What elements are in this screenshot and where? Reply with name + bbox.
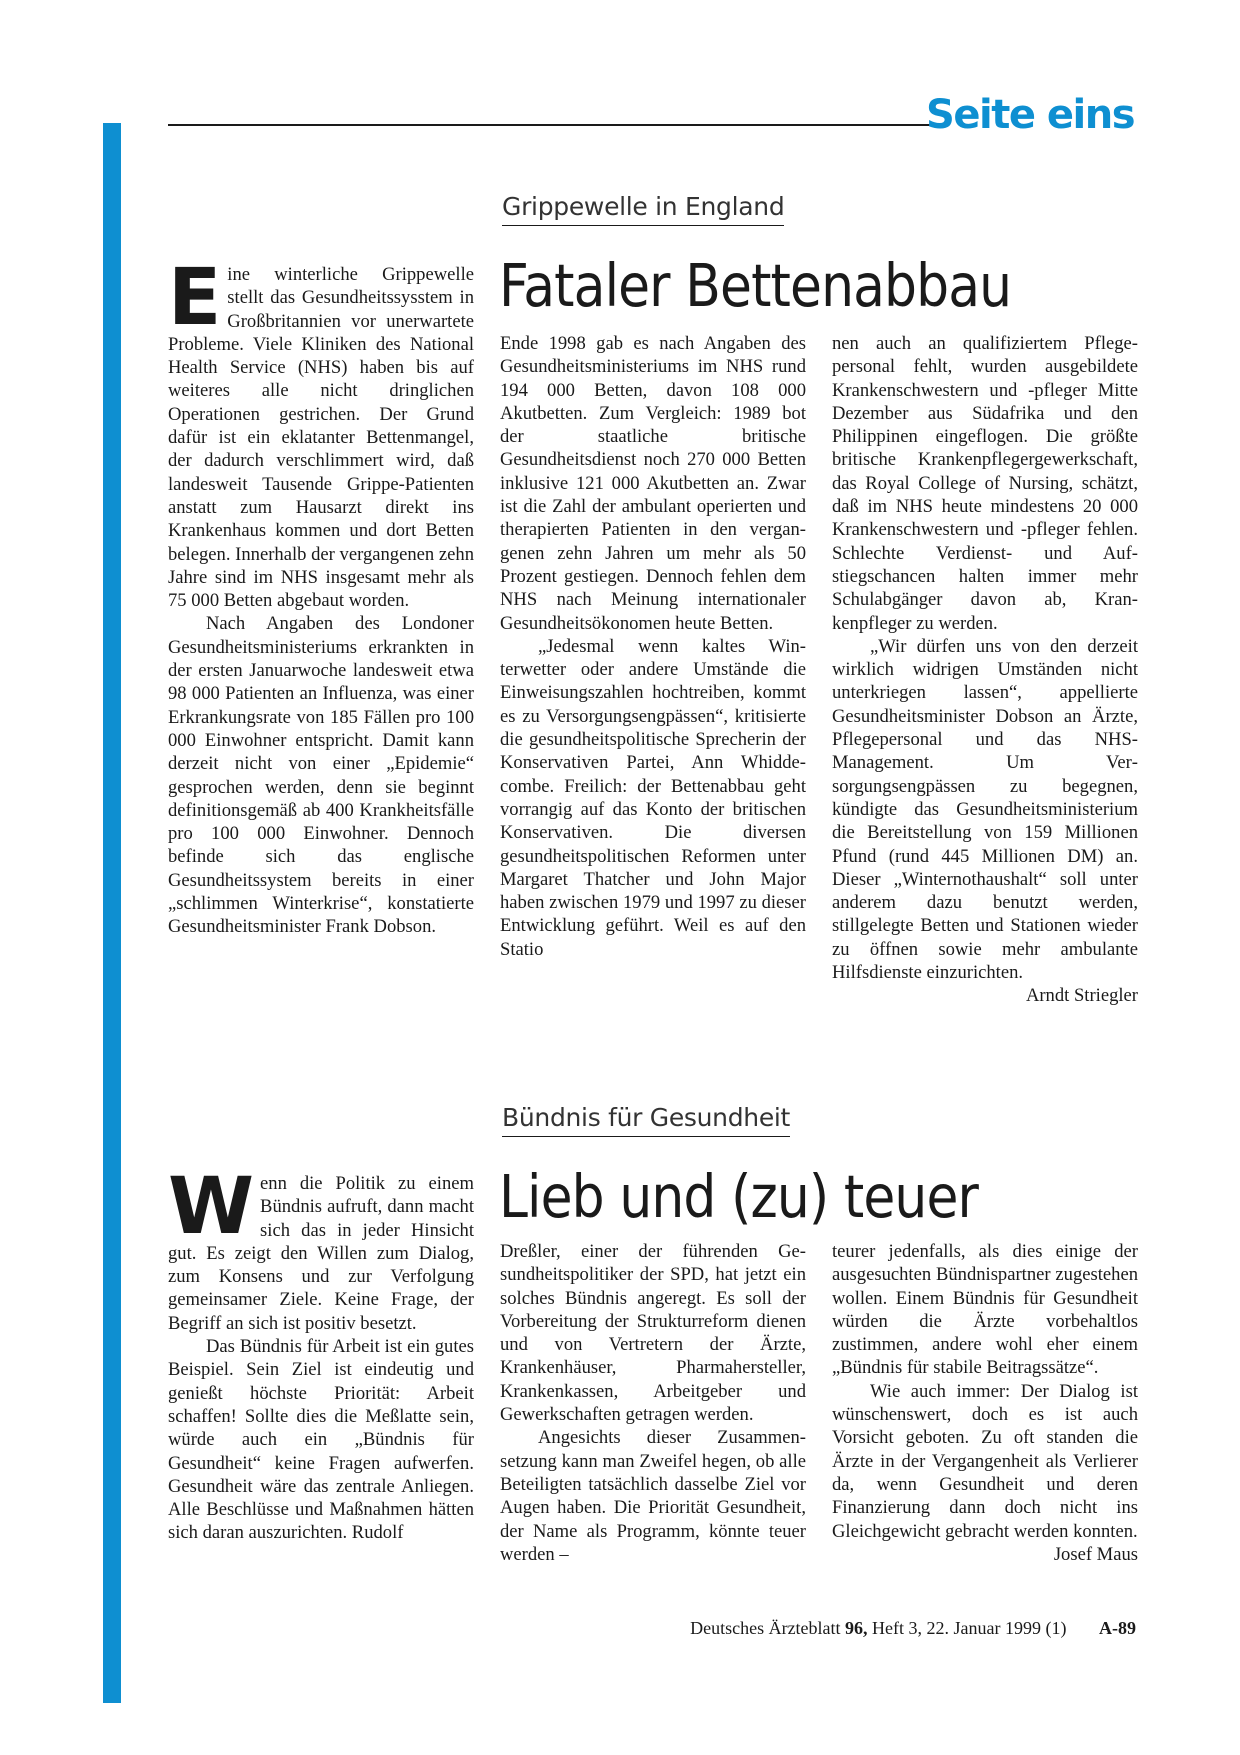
article1-col1-para-1	[168, 253, 474, 612]
article1-kicker: Grippewelle in England	[502, 192, 784, 226]
article1-col1-text-1: ine winterliche Grippewelle stellt das Gesundheitssysstem in Großbritannien vor unerwartete Probleme. Viele Kliniken des National Health Service (NHS) haben bis auf weiteres alle nicht dringlichen Operationen gestrichen. Der Grund dafür ist ein eklatanter Bettenmangel, der dadurch verschlimmert wird, daß landesweit Tausende Grippe-Patienten anstatt zum Hausarzt direkt ins Krankenhaus kommen und dort Betten belegen. Innerhalb der vergangenen zehn Jahre sind im NHS insgesamt mehr als 75 000 Betten abgebaut worden.	[168, 264, 474, 612]
footer-volume: 96,	[845, 1618, 868, 1638]
article1-col3-text-2: „Wir dürfen uns von den derzeit wirklich widrigen Umständen nicht unterkriegen lassen“, appellierte Gesundheitsminister Dobson an Ärzte, Pflegepersonal und das NHS-Management. Um Versorgungsengpässen zu begegnen, kündigte das Gesundheitsministerium die Bereitstellung von 159 Millionen Pfund (rund 445 Millionen DM) an. Dieser „Winternothaushalt“ soll unter anderem dazu benutzt werden, stillgelegte Betten und Stationen wieder zu öffnen sowie mehr ambulante Hilfsdienste einzurichten.	[832, 635, 1138, 984]
article1-col3-para-1: nen auch an qualifiziertem Pflegepersonal fehlt, wurden ausgebildete Krankenschwestern und -pfleger Mitte Dezember aus Südafrika und den Philippinen eingeflogen. Die größte britische Krankenpflegergewerkschaft, das Royal College of Nursing, schätzt, daß im NHS heute mindestens 20 000 Krankenschwestern und -pfleger fehlen. Schlechte Verdienst- und Aufstiegschancen halten immer mehr Schulabgänger davon ab, Krankenpfleger zu werden.	[832, 333, 1138, 634]
article2-headline: Lieb und (zu) teuer	[499, 1162, 978, 1231]
article2-column-3	[832, 1240, 1138, 1566]
article2-author: Josef Maus	[1053, 1543, 1138, 1565]
sidebar-accent-bar	[103, 123, 121, 1703]
article1-col2-para-2: „Jedesmal wenn kaltes Winterwetter oder andere Umstände die Einweisungszahlen hochtreiben, kommt es zu Versorgungsengpässen“, kritisierte die gesundheitspolitische Sprecherin der Konservativen Partei, Ann Whiddecombe. Freilich: der Bettenabbau geht vorrangig auf das Konto der britischen Konservativen. Die diversen gesundheitspolitischen Reformen unter Margaret Thatcher und John Major haben zwischen 1979 und 1997 zu dieser Entwicklung geführt. Weil es auf den Statio	[500, 635, 806, 960]
article1-col3-para-2	[832, 635, 1138, 1007]
section-label: Seite eins	[926, 92, 1134, 138]
footer-journal: Deutsches Ärzteblatt	[690, 1618, 841, 1638]
article1-headline: Fataler Bettenabbau	[499, 251, 1012, 320]
article1-column-2	[500, 332, 806, 961]
article2-col1-text-1: enn die Politik zu einem Bündnis aufruft, dann macht sich das in jeder Hinsicht gut. Es zeigt den Willen zum Dialog, zum Konsens und zur Verfolgung gemeinsamer Ziele. Keine Frage, der Begriff an sich ist positiv besetzt.	[168, 1173, 474, 1334]
article1-column-3	[832, 332, 1138, 1008]
article2-col2-para-2: Angesichts dieser Zusammensetzung kann man Zweifel hegen, ob alle Beteiligten tatsächlich dasselbe Ziel vor Augen haben. Die Priorität Gesundheit, der Name als Programm, könnte teuer werden –	[500, 1427, 806, 1565]
article2-col1-para-2: Das Bündnis für Arbeit ist ein gutes Beispiel. Sein Ziel ist eindeutig und genießt höchste Priorität: Arbeit schaffen! Sollte dies die Meßlatte sein, würde auch ein „Bündnis für Gesundheit“ keine Fragen aufwerfen. Gesundheit wäre das zentrale Anliegen. Alle Beschlüsse und Maßnahmen hätten sich daran auszurichten. Rudolf	[168, 1336, 474, 1544]
footer-issue: Heft 3, 22. Januar 1999 (1)	[872, 1618, 1067, 1638]
article1-col1-para-2: Nach Angaben des Londoner Gesundheitsministeriums erkrankten in der ersten Januarwoche landesweit etwa 98 000 Patienten an Influenza, was einer Erkrankungsrate von 185 Fällen pro 100 000 Einwohner entspricht. Damit kann derzeit nicht von einer „Epidemie“ gesprochen werden, denn sie beginnt definitionsgemäß ab 400 Krankheitsfälle pro 100 000 Einwohner. Dennoch befinde sich das englische Gesundheitssystem bereits in einer „schlimmen Winterkrise“, konstatierte Gesundheitsminister Frank Dobson.	[168, 613, 474, 938]
article2-kicker: Bündnis für Gesundheit	[502, 1103, 790, 1137]
footer-page-number: A-89	[1099, 1618, 1136, 1638]
article1-author: Arndt Striegler	[1025, 985, 1138, 1007]
article2-column-2	[500, 1240, 806, 1566]
article2-col1-para-1	[168, 1162, 474, 1335]
article2-col3-text-2: Wie auch immer: Der Dialog ist wünschenswert, doch es ist auch Vorsicht geboten. Zu oft standen die Ärzte in der Vergangenheit als Verlierer da, wenn Gesundheit und deren Finanzierung dann doch nicht ins Gleichgewicht gebracht werden konnten.	[832, 1380, 1138, 1542]
article1-column-1	[168, 253, 474, 939]
article2-col3-para-1: teurer jedenfalls, als dies einige der ausgesuchten Bündnispartner zugestehen wollen. Einem Bündnis für Gesundheit würden die Ärzte vorbehaltlos zustimmen, andere wohl eher einem „Bündnis für stabile Beitragssätze“.	[832, 1241, 1138, 1379]
article2-dropcap: W	[168, 1162, 255, 1252]
article1-dropcap: E	[168, 253, 222, 343]
article2-col3-para-2	[832, 1380, 1138, 1565]
page-footer	[690, 1618, 1136, 1639]
article2-column-1	[168, 1162, 474, 1545]
header-rule	[168, 124, 943, 126]
article2-col2-para-1: Dreßler, einer der führenden Gesundheitspolitiker der SPD, hat jetzt ein solches Bündnis angeregt. Es soll der Vorbereitung der Strukturreform dienen und von Vertretern der Ärzte, Krankenhäuser, Pharmahersteller, Krankenkassen, Arbeitgeber und Gewerkschaften getragen werden.	[500, 1241, 806, 1426]
article1-col2-para-1: Ende 1998 gab es nach Angaben des Gesundheitsministeriums im NHS rund 194 000 Betten, davon 108 000 Akutbetten. Zum Vergleich: 1989 bot der staatliche britische Gesundheitsdienst noch 270 000 Betten inklusive 121 000 Akutbetten an. Zwar ist die Zahl der ambulant operierten und therapierten Patienten in den vergangenen zehn Jahren um mehr als 50 Prozent gestiegen. Dennoch fehlen dem NHS nach Meinung internationaler Gesundheitsökonomen heute Betten.	[500, 333, 806, 634]
